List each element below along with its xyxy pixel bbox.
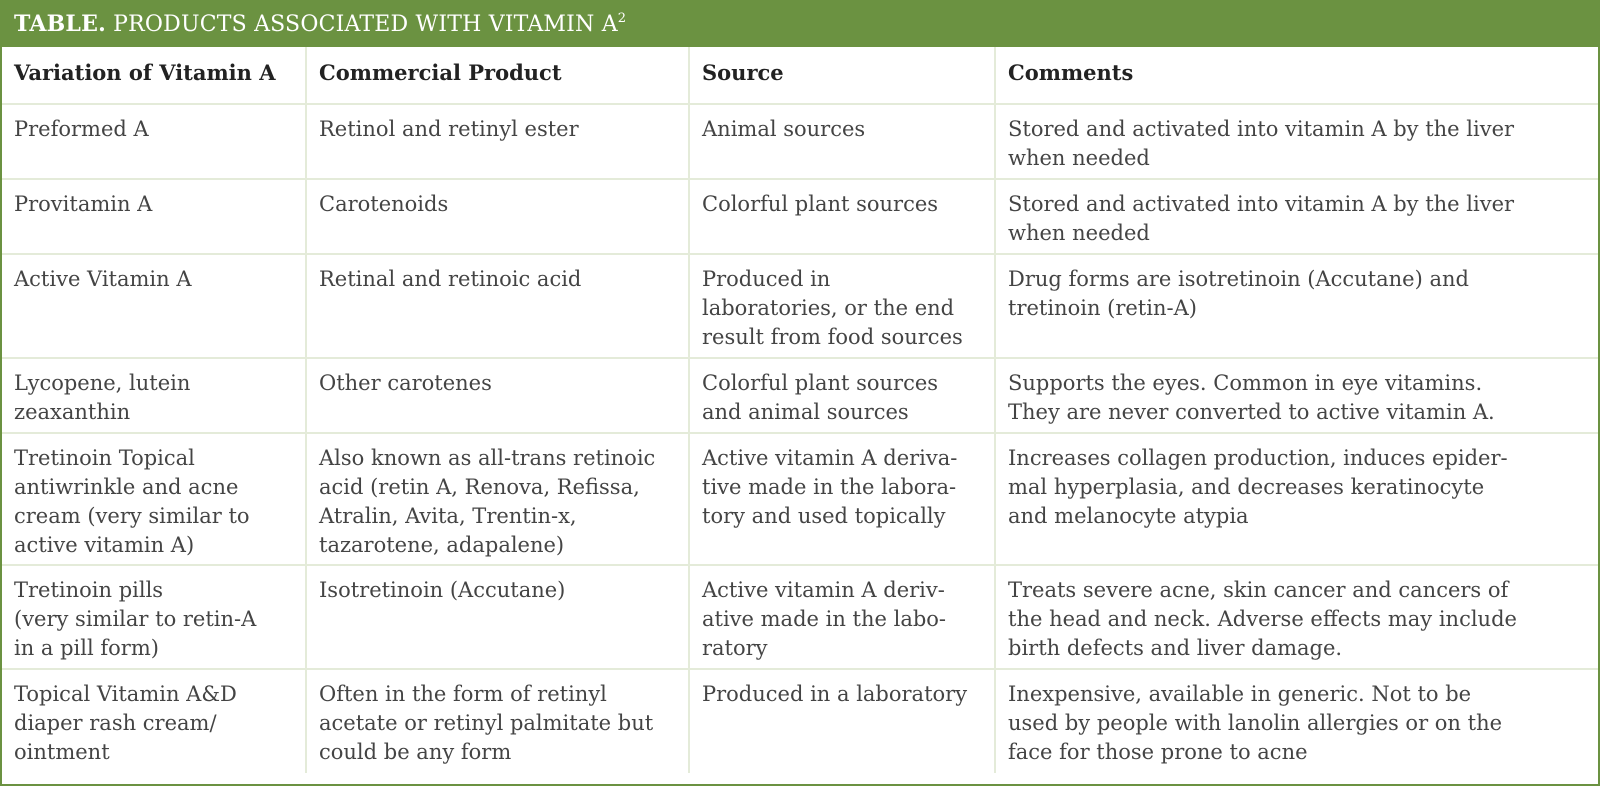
table-row bbox=[2, 565, 1598, 669]
cell-text-line: laboratories, or the end bbox=[702, 296, 955, 320]
table-row bbox=[2, 433, 1598, 565]
cell-comments bbox=[995, 358, 1598, 433]
cell-text-line: Tretinoin pills bbox=[14, 578, 164, 602]
cell-text-line: Animal sources bbox=[702, 117, 866, 141]
cell-variation bbox=[2, 433, 306, 565]
cell-text-line: antiwrinkle and acne bbox=[14, 475, 239, 499]
cell-text-line: Active vitamin A deriv- bbox=[702, 578, 945, 602]
table-row bbox=[2, 179, 1598, 254]
cell-comments bbox=[995, 565, 1598, 669]
table-title-footnote: 2 bbox=[617, 11, 627, 26]
cell-text-line: Also known as all-trans retinoic bbox=[319, 446, 656, 470]
cell-text-line: ratory bbox=[702, 636, 768, 660]
cell-variation bbox=[2, 104, 306, 179]
cell-text-line: Inexpensive, available in generic. Not to be bbox=[1008, 682, 1472, 706]
cell-text-line: Increases collagen production, induces epider- bbox=[1008, 446, 1508, 470]
header-commercial-product: Commercial Product bbox=[306, 47, 689, 104]
table-title bbox=[2, 2, 1598, 47]
cell-text-line: Retinal and retinoic acid bbox=[319, 267, 582, 291]
header-comments: Comments bbox=[995, 47, 1598, 104]
cell-text-line: Often in the form of retinyl bbox=[319, 682, 607, 706]
cell-text-line: Drug forms are isotretinoin (Accutane) and bbox=[1008, 267, 1469, 291]
cell-commercial-product bbox=[306, 104, 689, 179]
cell-text-line: active vitamin A) bbox=[14, 533, 195, 557]
cell-comments bbox=[995, 179, 1598, 254]
cell-text-line: Active vitamin A deriva- bbox=[702, 446, 958, 470]
cell-text-line: Treats severe acne, skin cancer and cancers of bbox=[1008, 578, 1509, 602]
cell-comments bbox=[995, 669, 1598, 773]
table-row bbox=[2, 358, 1598, 433]
cell-variation bbox=[2, 254, 306, 358]
cell-text-line: Other carotenes bbox=[319, 371, 492, 395]
cell-source bbox=[689, 104, 995, 179]
cell-source bbox=[689, 358, 995, 433]
cell-text-line: Provitamin A bbox=[14, 192, 153, 216]
table-row bbox=[2, 254, 1598, 358]
cell-comments bbox=[995, 104, 1598, 179]
cell-text-line: tretinoin (retin-A) bbox=[1008, 296, 1197, 320]
cell-text-line: Stored and activated into vitamin A by the liver bbox=[1008, 192, 1515, 216]
cell-text-line: result from food sources bbox=[702, 325, 963, 349]
cell-source bbox=[689, 433, 995, 565]
cell-variation bbox=[2, 565, 306, 669]
cell-text-line: Preformed A bbox=[14, 117, 149, 141]
cell-text-line: used by people with lanolin allergies or on the bbox=[1008, 711, 1503, 735]
cell-text-line: mal hyperplasia, and decreases keratinocyte bbox=[1008, 475, 1485, 499]
table-title-text: PRODUCTS ASSOCIATED WITH VITAMIN A bbox=[105, 12, 618, 37]
header-source: Source bbox=[689, 47, 995, 104]
cell-text-line: Stored and activated into vitamin A by the liver bbox=[1008, 117, 1515, 141]
cell-text-line: acetate or retinyl palmitate but bbox=[319, 711, 654, 735]
cell-text-line: in a pill form) bbox=[14, 636, 159, 660]
table-row bbox=[2, 669, 1598, 773]
cell-text-line: Topical Vitamin A&D bbox=[14, 682, 237, 706]
cell-variation bbox=[2, 179, 306, 254]
cell-text-line: and melanocyte atypia bbox=[1008, 504, 1249, 528]
cell-comments bbox=[995, 254, 1598, 358]
cell-text-line: cream (very similar to bbox=[14, 504, 250, 528]
products-table bbox=[2, 47, 1598, 773]
cell-text-line: Tretinoin Topical bbox=[14, 446, 195, 470]
cell-text-line: when needed bbox=[1008, 221, 1150, 245]
cell-text-line: acid (retin A, Renova, Refissa, bbox=[319, 475, 640, 499]
cell-source bbox=[689, 669, 995, 773]
cell-source bbox=[689, 254, 995, 358]
table-title-lead: TABLE. bbox=[14, 11, 106, 37]
cell-commercial-product bbox=[306, 179, 689, 254]
cell-text-line: Colorful plant sources bbox=[702, 192, 939, 216]
cell-text-line: tory and used topically bbox=[702, 504, 946, 528]
cell-text-line: Active Vitamin A bbox=[14, 267, 192, 291]
cell-text-line: and animal sources bbox=[702, 400, 909, 424]
cell-text-line: Supports the eyes. Common in eye vitamins. bbox=[1008, 371, 1483, 395]
cell-text-line: Colorful plant sources bbox=[702, 371, 939, 395]
cell-text-line: Produced in a laboratory bbox=[702, 682, 968, 706]
cell-variation bbox=[2, 669, 306, 773]
cell-commercial-product bbox=[306, 433, 689, 565]
cell-text-line: Carotenoids bbox=[319, 192, 449, 216]
cell-text-line: zeaxanthin bbox=[14, 400, 131, 424]
cell-source bbox=[689, 179, 995, 254]
cell-text-line: ointment bbox=[14, 740, 110, 764]
cell-text-line: when needed bbox=[1008, 146, 1150, 170]
cell-source bbox=[689, 565, 995, 669]
cell-text-line: Retinol and retinyl ester bbox=[319, 117, 579, 141]
cell-text-line: They are never converted to active vitamin A. bbox=[1008, 400, 1495, 424]
cell-commercial-product bbox=[306, 358, 689, 433]
cell-text-line: Isotretinoin (Accutane) bbox=[319, 578, 566, 602]
cell-commercial-product bbox=[306, 565, 689, 669]
cell-text-line: (very similar to retin-A bbox=[14, 607, 257, 631]
table-body bbox=[2, 104, 1598, 773]
cell-text-line: face for those prone to acne bbox=[1008, 740, 1308, 764]
cell-text-line: the head and neck. Adverse effects may include bbox=[1008, 607, 1517, 631]
cell-text-line: birth defects and liver damage. bbox=[1008, 636, 1343, 660]
cell-text-line: ative made in the labo- bbox=[702, 607, 947, 631]
cell-text-line: tive made in the labora- bbox=[702, 475, 957, 499]
table-header-row bbox=[2, 47, 1598, 104]
table-row bbox=[2, 104, 1598, 179]
header-variation: Variation of Vitamin A bbox=[2, 47, 306, 104]
cell-text-line: Produced in bbox=[702, 267, 831, 291]
cell-text-line: tazarotene, adapalene) bbox=[319, 533, 565, 557]
cell-text-line: Atralin, Avita, Trentin-x, bbox=[319, 504, 577, 528]
cell-commercial-product bbox=[306, 669, 689, 773]
cell-text-line: Lycopene, lutein bbox=[14, 371, 191, 395]
cell-commercial-product bbox=[306, 254, 689, 358]
cell-variation bbox=[2, 358, 306, 433]
cell-text-line: diaper rash cream/ bbox=[14, 711, 217, 735]
cell-text-line: could be any form bbox=[319, 740, 512, 764]
cell-comments bbox=[995, 433, 1598, 565]
